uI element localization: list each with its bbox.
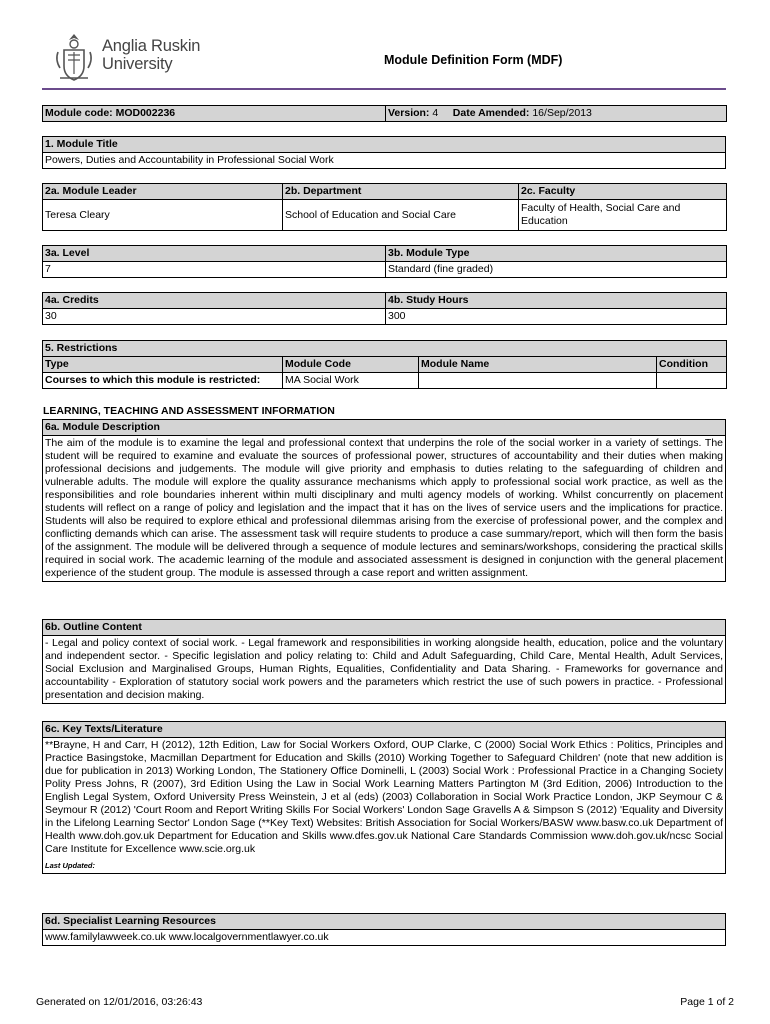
module-title-value: Powers, Duties and Accountability in Professional Social Work [43,153,726,169]
version-label: Version: [388,107,430,119]
module-type-value: Standard (fine graded) [386,262,727,278]
version-date-cell [386,106,727,122]
restrictions-heading: 5. Restrictions [43,341,727,357]
level-heading: 3a. Level [43,246,386,262]
level-table [42,245,727,278]
version-value: 4 [432,107,439,119]
brand-line-1: Anglia Ruskin [102,37,201,55]
restrictions-row-name [419,373,657,389]
key-texts-text: **Brayne, H and Carr, H (2012), 12th Edition, Law for Social Workers Oxford, OUP Clarke, C (2000) Social Work Ethics : Politics, Principles and Practice Basingstoke, Macmillan Department for Education and Skills (2010) Working Together to Safeguard Children' (note that new addition is due for publication in 2013) Working London, The Stationery Office Dominelli, L (2003) Social Work : Professional Practice in a Changing Society Polity Press Johns, R (2007), 3rd Edition Using the Law in Social Work Learning Matters Partington M (3rd Edition, 2006) Introduction to the English Legal System, Oxford University Press Weinstein, J et al (eds) (2003) Collaboration in Social Work Practice London, JKP Seymour C & Seymour R (2012) 'Court Room and Report Writing Skills For Social Workers' London Sage Gravells A & Simpson S (2012) 'Equality and Diversity in the Lifelong Learning Sector' London Sage (**Key Text) Websites: British Association for Social Workers/BASW www.basw.co.uk Department of Health www.doh.gov.uk Department for Education and Skills www.dfes.gov.uk National Care Standards Commission www.doh.gov.uk/ncsc Social Care Institute for Excellence www.scie.org.uk [45,739,723,855]
outline-heading: 6b. Outline Content [43,620,726,636]
outline-table [42,619,726,704]
module-info-table [42,105,727,122]
outline-text: - Legal and policy context of social work. - Legal framework and responsibilities in working alongside health, education, police and the voluntary and independent sector. - Specific legislation and policy relating to: Child and Adult Safeguarding, Child Care, Mental Health, Adult Services, Social Exclusion and Marginalised Groups, Human Rights, Equalities, Confidentiality and Data Sharing. - Frameworks for governance and accountability - Exploration of statutory social work powers and the parameters which restrict the use of such powers in practice. - Professional presentation and decision making. [43,636,726,704]
study-hours-value: 300 [386,309,727,325]
restrictions-row-condition [657,373,727,389]
key-texts-cell [43,738,726,874]
date-label: Date Amended: [452,107,530,119]
lta-heading: LEARNING, TEACHING AND ASSESSMENT INFORMATION [43,405,335,417]
restrictions-col-type: Type [43,357,283,373]
university-logo [52,30,212,84]
restrictions-col-name: Module Name [419,357,657,373]
study-hours-heading: 4b. Study Hours [386,293,727,309]
crest-icon [52,30,96,84]
module-title-table [42,136,726,169]
description-heading: 6a. Module Description [43,420,726,436]
restrictions-row-code: MA Social Work [283,373,419,389]
brand-name [102,37,200,73]
department-heading: 2b. Department [283,184,519,200]
module-leader-table [42,183,727,231]
brand-line-2: University [102,55,173,73]
restrictions-table [42,340,727,389]
restrictions-col-condition: Condition [657,357,727,373]
key-texts-heading: 6c. Key Texts/Literature [43,722,726,738]
credits-value: 30 [43,309,386,325]
module-leader-heading: 2a. Module Leader [43,184,283,200]
description-text: The aim of the module is to examine the legal and professional context that underpins the role of the social worker in a variety of settings. The student will be required to examine and evaluate the sources of professional power, structures of accountability and their duties when making professional decisions and judgements. The module will give priority and emphasis to duties relating to the safeguarding of children and vulnerable adults. The module will explore the quality assurance mechanisms which apply to professional social work practice, as well as the responsibilities and role boundaries inherent within multi disciplinary and multi agency models of working. Whilst concurrently on placement students will reflect on a range of policy and legislation and the impact that it has on the lives of service users and the implications for practice. Students will also be required to explore ethical and professional dilemmas arising from the exercise of professional power, and the complex and conflicting demands which can arise. The assessment task will require students to produce a case summary/report, which will then form the basis of the assignment. The module will be delivered through a sequence of module lectures and seminars/workshops, considering the practical skills required in social work. The academic learning of the module and associated assessment is designed in conjunction with the general placement experience of the student group. The module is assessed through a case report and written assignment. [43,436,726,582]
form-title: Module Definition Form (MDF) [384,53,563,67]
resources-text: www.familylawweek.co.uk www.localgovernmentlawyer.co.uk [43,930,726,946]
resources-heading: 6d. Specialist Learning Resources [43,914,726,930]
department-value: School of Education and Social Care [283,200,519,231]
module-code: Module code: MOD002236 [43,106,386,122]
key-texts-table [42,721,726,874]
page-number: Page 1 of 2 [680,996,734,1008]
level-value: 7 [43,262,386,278]
date-value: 16/Sep/2013 [532,107,592,119]
generated-timestamp: Generated on 12/01/2016, 03:26:43 [36,996,203,1008]
faculty-heading: 2c. Faculty [519,184,727,200]
restrictions-row-type: Courses to which this module is restricted: [43,373,283,389]
header-divider [42,88,726,90]
resources-table [42,913,726,946]
faculty-value: Faculty of Health, Social Care and Education [519,200,727,231]
last-updated-label: Last Updated: [45,861,96,870]
credits-table [42,292,727,325]
description-table [42,419,726,582]
credits-heading: 4a. Credits [43,293,386,309]
restrictions-col-code: Module Code [283,357,419,373]
module-type-heading: 3b. Module Type [386,246,727,262]
module-leader-value: Teresa Cleary [43,200,283,231]
module-title-heading: 1. Module Title [43,137,726,153]
